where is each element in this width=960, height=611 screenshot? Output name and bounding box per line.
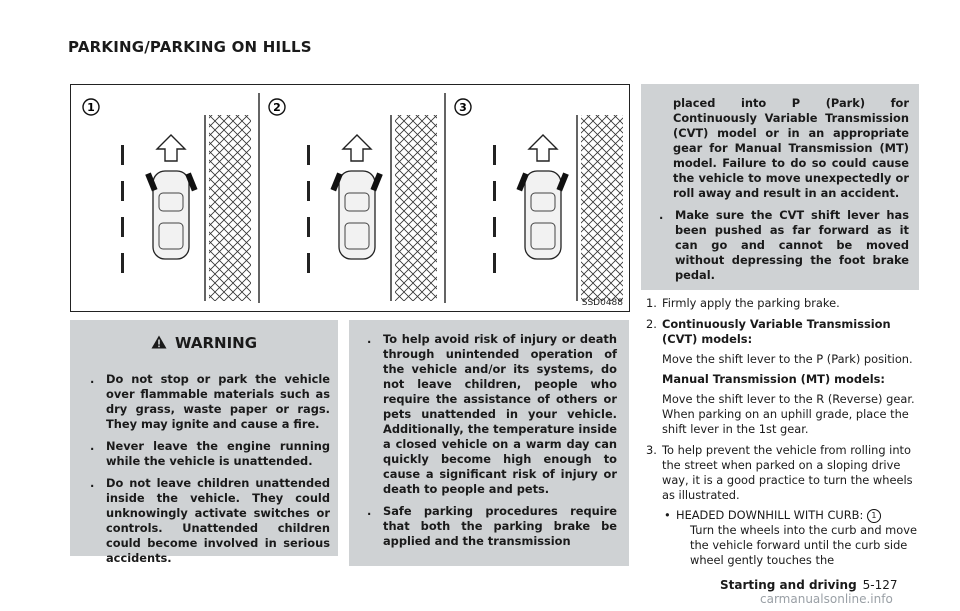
warning-item: . Never leave the engine running while the vehicle is unattended. [90,439,330,468]
warning-box-continued-2 [641,84,919,290]
step-3-sub-text: Turn the wheels into the curb and move the vehicle forward until the curb side wheel gently touches the [690,523,917,567]
lane-dash [121,181,124,201]
callout-number: 1 [87,101,95,114]
warning-box-continued [349,320,629,566]
lane-dash [121,253,124,273]
parking-illustration [70,84,630,312]
lane-dash [307,145,310,165]
warning-item: . To help avoid risk of injury or death through unintended operation of the vehicle and/or its systems, do not leave children, people who require the assistance of others or pets unattended in your vehicle. Additionally, the temperature inside a closed vehicle on a warm day can quickly become high enough to cause a significant risk of injury or death to people and pets. [367,332,617,496]
figure-code: SSD0488 [581,298,623,308]
callout-number: 2 [273,101,281,114]
step-2: 2. Continuously Variable Transmission (CVT) models: Move the shift lever to the P (Park) position. Manual Transmission (MT) models: Move the shift lever to the R (Reverse) gear. When parking on an uphill grade, place the shift lever in the 1st gear. [646,317,915,436]
page-footer [720,578,898,592]
warning-title: WARNING [70,334,338,352]
sidewalk-hatch [581,115,623,301]
lane-dash [493,145,496,165]
callout-1-icon: 1 [867,509,881,523]
direction-arrow [529,135,557,161]
warning-item: . Safe parking procedures require that both the parking brake be applied and the transmission [367,504,617,548]
lane-dash [493,253,496,273]
car-body [153,171,189,259]
procedure-steps [646,296,920,574]
watermark: carmanualsonline.info [760,592,893,606]
sidewalk-hatch [209,115,251,301]
warning-list [84,372,330,573]
car-body [525,171,561,259]
warning-item-continued: placed into P (Park) for Continuously Variable Transmission (CVT) model or in an appropriate gear for Manual Transmission (MT) model. Failure to do so could cause the vehicle to move unexpectedly or roll away and result in an accident. [673,96,909,200]
step-1: 1. Firmly apply the parking brake. [646,296,840,310]
lane-dash [121,145,124,165]
step-3-sub: • HEADED DOWNHILL WITH CURB: 1 [662,508,920,523]
warning-item: . Make sure the CVT shift lever has been pushed as far forward as it can go and cannot be moved without depressing the foot brake pedal. [659,208,909,282]
footer-section: Starting and driving [720,578,857,592]
lane-dash [307,253,310,273]
parking-diagram [71,85,631,313]
warning-item: . Do not stop or park the vehicle over flammable materials such as dry grass, waste paper or rags. They may ignite and cause a fire. [90,372,330,431]
page-heading: PARKING/PARKING ON HILLS [68,38,312,56]
warning-item: . Do not leave children unattended inside the vehicle. They could unknowingly activate switches or controls. Unattended children could become involved in serious accidents. [90,476,330,565]
page-number: 5-127 [862,578,898,592]
lane-dash [307,181,310,201]
sidewalk-hatch [395,115,437,301]
lane-dash [493,217,496,237]
step-3: 3. To help prevent the vehicle from rolling into the street when parked on a sloping drive way, it is a good practice to turn the wheels as illustrated. • HEADED DOWNHILL WITH CURB: 1 Turn the wheels into the curb and move the vehicle forward until the curb side wheel gently touches the [646,443,920,568]
direction-arrow [343,135,371,161]
warning-box [70,320,338,565]
direction-arrow [157,135,185,161]
lane-dash [121,217,124,237]
car-body [339,171,375,259]
callout-number: 3 [459,101,467,114]
warning-triangle-icon [151,335,167,349]
lane-dash [307,217,310,237]
lane-dash [493,181,496,201]
